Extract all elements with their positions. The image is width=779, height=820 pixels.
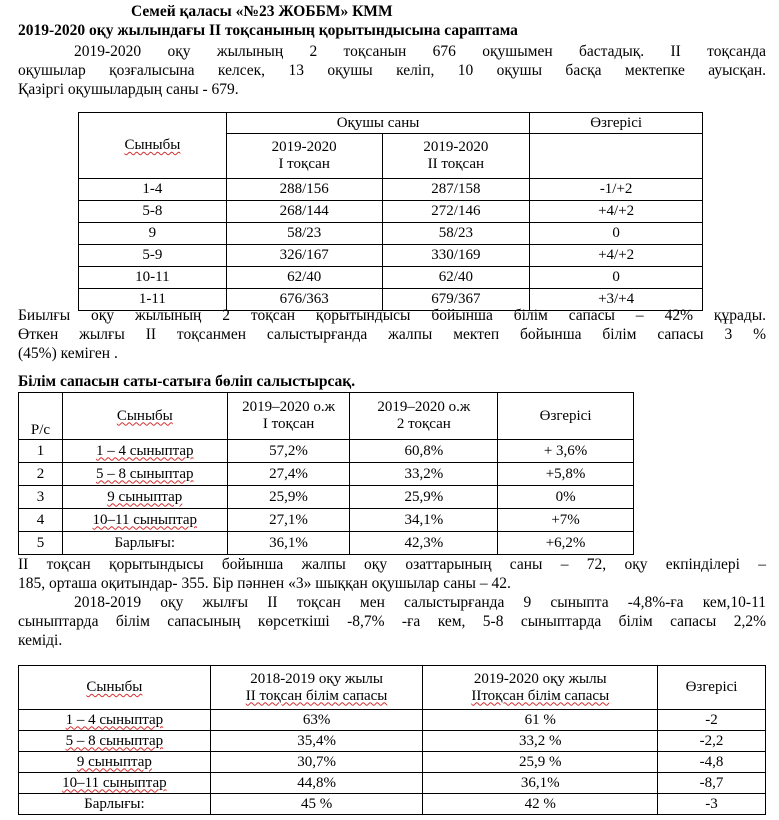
t1-header-count: Оқушы саны: [226, 113, 529, 134]
t2-cell-num: 5: [19, 532, 63, 555]
t1-cell-change: +4/+2: [530, 245, 703, 267]
t2-cell-period1: 27,4%: [227, 463, 350, 486]
t2-cell-num: 3: [19, 486, 63, 509]
t3-cell-change: -4,8: [658, 752, 766, 773]
intro-line-1: 2019-2020 оқу жылының 2 тоқсанын 676 оқушымен бастадық. ІІ тоқсанда: [74, 43, 766, 60]
t1-cell-change: 0: [530, 223, 703, 245]
t3-cell-class: 9 сыныптар: [19, 752, 211, 773]
table-row: [19, 440, 634, 463]
table-row: [19, 463, 634, 486]
t3-cell-period2: 61 %: [423, 710, 658, 731]
t1-cell-period1: 676/363: [226, 289, 382, 311]
t1-cell-period2: 272/146: [382, 201, 530, 223]
t1-cell-class: 1-4: [79, 179, 227, 201]
t1-header-period2: 2019-2020 ІІ тоқсан: [382, 134, 530, 179]
t1-cell-period1: 268/144: [226, 201, 382, 223]
t1-cell-period2: 330/169: [382, 245, 530, 267]
t2-cell-num: 1: [19, 440, 63, 463]
t2-cell-period2: 25,9%: [350, 486, 498, 509]
section-title-levels: Білім сапасын саты-сатыға бөліп салыстырсақ.: [18, 373, 356, 390]
para3-line-3: 2018-2019 оқу жылғы ІІ тоқсан мен салыстырғанда 9 сыныпта -4,8%-ға кем,10-11: [74, 594, 766, 611]
t2-cell-period1: 27,1%: [227, 509, 350, 532]
t3-cell-period2: 42 %: [423, 794, 658, 815]
t2-header-change: Өзгерісі: [498, 393, 634, 440]
table-row: [19, 710, 766, 731]
t3-header-period1: 2018-2019 оқу жылы ІІ тоқсан білім сапасы: [210, 666, 423, 710]
t1-cell-period1: 58/23: [226, 223, 382, 245]
t3-cell-period2: 33,2 %: [423, 731, 658, 752]
table-row: [19, 486, 634, 509]
t1-cell-change: +4/+2: [530, 201, 703, 223]
t2-cell-period2: 60,8%: [350, 440, 498, 463]
intro-line-2: оқушылар қозғалысына келсек, 13 оқушы келіп, 10 оқушы басқа мектепке ауысқан.: [18, 62, 766, 79]
t2-cell-change: +6,2%: [498, 532, 634, 555]
t2-cell-class: 10–11 сыныптар: [62, 509, 227, 532]
t2-cell-num: 4: [19, 509, 63, 532]
t3-header-change: Өзгерісі: [658, 666, 766, 710]
t2-cell-change: +5,8%: [498, 463, 634, 486]
year-comparison-table: [18, 665, 766, 815]
intro-line-3: Қазіргі оқушылардың саны - 679.: [18, 81, 239, 98]
t3-cell-class: Барлығы:: [19, 794, 211, 815]
t1-cell-period2: 679/367: [382, 289, 530, 311]
table-row: [19, 773, 766, 794]
t3-cell-period2: 36,1%: [423, 773, 658, 794]
t2-cell-period1: 57,2%: [227, 440, 350, 463]
t3-cell-change: -8,7: [658, 773, 766, 794]
t2-cell-change: 0%: [498, 486, 634, 509]
t1-cell-change: +3/+4: [530, 289, 703, 311]
t3-cell-period1: 30,7%: [210, 752, 423, 773]
para3-line-2: 185, орташа оқитындар- 355. Бір пәннен «3» шыққан оқушылар саны – 42.: [18, 575, 511, 592]
t1-cell-class: 10-11: [79, 267, 227, 289]
t1-cell-class: 5-8: [79, 201, 227, 223]
t1-header-class: Сыныбы: [79, 113, 227, 179]
table-row: [79, 223, 703, 245]
t1-cell-period2: 62/40: [382, 267, 530, 289]
t3-cell-class: 5 – 8 сыныптар: [19, 731, 211, 752]
para3-line-5: кеміді.: [18, 632, 63, 649]
t1-cell-class: 5-9: [79, 245, 227, 267]
table-row: [19, 532, 634, 555]
table-row: [19, 731, 766, 752]
t1-cell-period1: 326/167: [226, 245, 382, 267]
t2-cell-change: +7%: [498, 509, 634, 532]
t3-cell-change: -2: [658, 710, 766, 731]
t3-cell-period1: 44,8%: [210, 773, 423, 794]
table-row: [19, 752, 766, 773]
t3-cell-class: 1 – 4 сыныптар: [19, 710, 211, 731]
t2-header-class: Сыныбы: [62, 393, 227, 440]
t2-cell-class: 9 сыныптар: [62, 486, 227, 509]
para2-line-3: (45%) кеміген .: [18, 345, 118, 362]
table-row: [19, 509, 634, 532]
t1-cell-change: -1/+2: [530, 179, 703, 201]
t2-cell-period2: 34,1%: [350, 509, 498, 532]
t3-cell-period1: 35,4%: [210, 731, 423, 752]
quality-paragraph: [18, 306, 766, 363]
t2-header-period2: 2019–2020 о.ж 2 тоқсан: [350, 393, 498, 440]
t3-cell-period2: 25,9 %: [423, 752, 658, 773]
t3-cell-change: -3: [658, 794, 766, 815]
table-row: [79, 245, 703, 267]
document-title: 2019-2020 оқу жылындағы ІІ тоқсанының қорытындысына сараптама: [18, 22, 518, 39]
t2-cell-change: + 3,6%: [498, 440, 634, 463]
para3-line-1: ІІ тоқсан қорытындысы бойынша жалпы оқу озаттарының саны – 72, оқу екпінділері –: [18, 556, 766, 573]
t1-cell-period1: 62/40: [226, 267, 382, 289]
para2-line-2: Өткен жылғы ІІ тоқсанмен салыстырғанда жалпы мектеп бойынша білім сапасы 3 %: [18, 326, 766, 343]
t2-cell-class: 1 – 4 сыныптар: [62, 440, 227, 463]
para3-line-4: сыныптарда білім сапасының көрсеткіші -8,7% -ға кем, 5-8 сыныптарда білім сапасы 2,2%: [18, 613, 766, 630]
t2-cell-num: 2: [19, 463, 63, 486]
school-title: Семей қаласы «№23 ЖОББМ» КММ: [131, 3, 393, 20]
t1-cell-period1: 288/156: [226, 179, 382, 201]
t3-header-class: Сыныбы: [19, 666, 211, 710]
table-row: [79, 267, 703, 289]
t1-header-period1: 2019-2020 І тоқсан: [226, 134, 382, 179]
para2-line-1: Биылғы оқу жылының 2 тоқсан қорытындысы бойынша білім сапасы – 42% құрады.: [18, 307, 766, 324]
table-row: [79, 179, 703, 201]
table-row: [19, 794, 766, 815]
table-row: [79, 201, 703, 223]
t1-cell-change: 0: [530, 267, 703, 289]
t2-header-num: Р/с: [19, 393, 63, 440]
intro-paragraph: [18, 42, 766, 99]
t3-cell-period1: 63%: [210, 710, 423, 731]
t2-cell-period2: 33,2%: [350, 463, 498, 486]
t1-header-change-empty: [530, 134, 703, 179]
t1-header-change: Өзгерісі: [530, 113, 703, 134]
student-count-table: [78, 112, 703, 311]
t1-cell-class: 9: [79, 223, 227, 245]
t2-cell-class: 5 – 8 сыныптар: [62, 463, 227, 486]
t1-cell-period2: 287/158: [382, 179, 530, 201]
t1-cell-class: 1-11: [79, 289, 227, 311]
t2-cell-period2: 42,3%: [350, 532, 498, 555]
t3-cell-class: 10–11 сыныптар: [19, 773, 211, 794]
t2-cell-period1: 36,1%: [227, 532, 350, 555]
t3-cell-change: -2,2: [658, 731, 766, 752]
t2-cell-class: Барлығы:: [62, 532, 227, 555]
t3-header-period2: 2019-2020 оқу жылы ІІтоқсан білім сапасы: [423, 666, 658, 710]
t2-header-period1: 2019–2020 о.ж І тоқсан: [227, 393, 350, 440]
t3-cell-period1: 45 %: [210, 794, 423, 815]
quality-by-level-table: [18, 392, 634, 555]
t2-cell-period1: 25,9%: [227, 486, 350, 509]
excellence-paragraph: [18, 555, 766, 650]
t1-cell-period2: 58/23: [382, 223, 530, 245]
